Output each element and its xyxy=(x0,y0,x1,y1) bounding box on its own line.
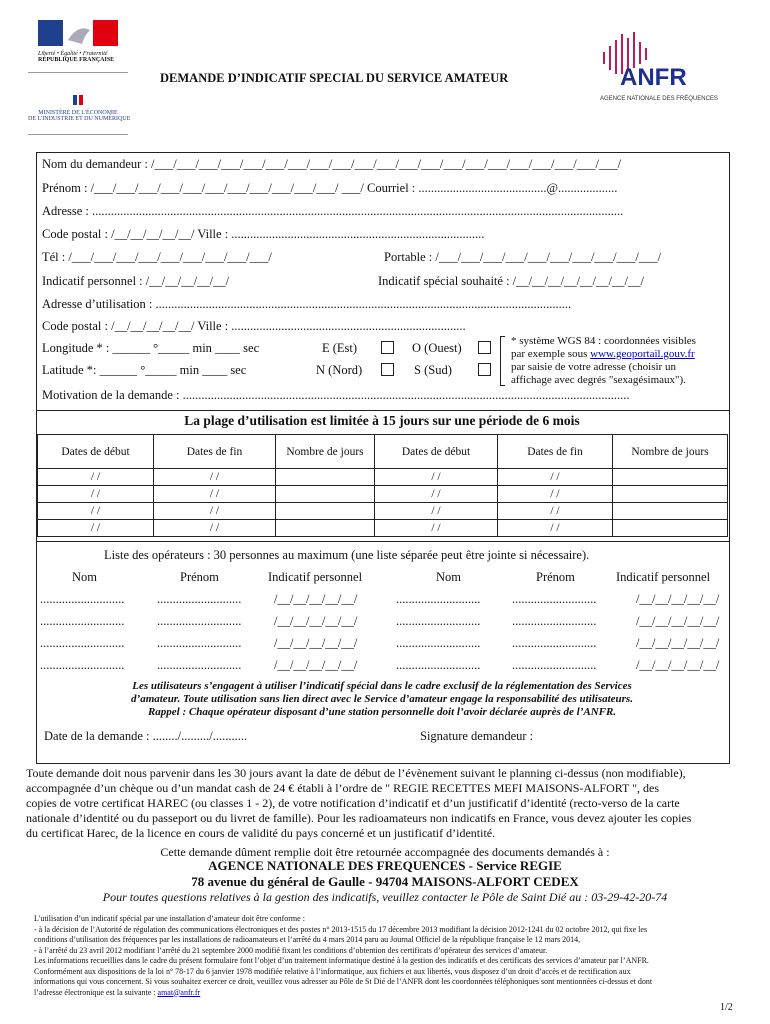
op-prenom[interactable]: ........................... xyxy=(157,614,242,628)
op-nom[interactable]: ........................... xyxy=(40,614,125,628)
op-nom[interactable]: ........................... xyxy=(396,658,481,672)
days-cell[interactable] xyxy=(276,520,375,537)
date-cell[interactable]: / / xyxy=(38,503,154,520)
col-nom-1: Nom xyxy=(72,570,97,584)
portable-field[interactable]: Portable : /___/___/___/___/___/___/___/___/___/___/ xyxy=(384,250,662,264)
op-prenom[interactable]: ........................... xyxy=(512,592,597,606)
nom-demandeur-field[interactable]: Nom du demandeur : /___/___/___/___/___/___/___/___/___/___/___/___/___/___/___/___/___/___/___/___/___/ xyxy=(42,157,622,171)
date-cell[interactable]: / / xyxy=(498,469,613,486)
op-nom[interactable]: ........................... xyxy=(396,636,481,650)
op-indicatif[interactable]: /__/__/__/__/__/ xyxy=(636,614,720,628)
op-nom[interactable]: ........................... xyxy=(40,658,125,672)
marianne-logo xyxy=(38,20,118,66)
anfr-logo xyxy=(598,30,728,106)
col-header: Nombre de jours xyxy=(613,435,728,469)
legal-line5: Les informations recueillies dans le cadre du présent formulaire font l’objet d’un traitement informatique destiné à la gestion des indicatifs et des certificats des services d’amateur par l’ANFR. xyxy=(34,956,649,965)
header-divider xyxy=(28,72,128,73)
email-link[interactable]: amat@anfr.fr xyxy=(157,987,201,997)
agency-name: AGENCE NATIONALE DES FREQUENCES - Service REGIE xyxy=(208,858,562,873)
operator-row xyxy=(40,592,730,614)
wgs-note-line4: affichage avec degrés "sexagésimaux"). xyxy=(511,374,686,386)
date-cell[interactable]: / / xyxy=(498,486,613,503)
operator-row xyxy=(40,614,730,636)
col-header: Nombre de jours xyxy=(276,435,375,469)
anfr-subtitle: AGENCE NATIONALE DES FRÉQUENCES xyxy=(600,96,718,102)
operator-row xyxy=(40,658,730,680)
instructions-line1: Toute demande doit nous parvenir dans les 30 jours avant la date de début de l’évènement suivant le planning ci-dessus (non modifiable), xyxy=(26,766,686,780)
ministere-line1: MINISTÈRE DE L'ÉCONOMIE xyxy=(38,110,118,116)
op-prenom[interactable]: ........................... xyxy=(512,614,597,628)
instructions-line2: accompagnée d’un chèque ou d’un mandat cash de 24 € établi à l’ordre de " REGIE RECETTES MEFI MAISONS-ALFORT ", des xyxy=(26,781,660,795)
header-divider-2 xyxy=(28,134,128,135)
date-cell[interactable]: / / xyxy=(154,520,276,537)
days-cell[interactable] xyxy=(276,503,375,520)
wgs-note-line1: * système WGS 84 : coordonnées visibles xyxy=(511,335,696,347)
legal-notes xyxy=(34,914,744,998)
date-cell[interactable]: / / xyxy=(154,486,276,503)
anfr-wordmark: ANFR xyxy=(620,64,687,91)
op-indicatif[interactable]: /__/__/__/__/__/ xyxy=(274,636,358,650)
commitment-line2: d’amateur. Toute utilisation sans lien direct avec le Service d’amateur engage la responsabilité des utilisateurs. xyxy=(131,693,633,705)
operators-list xyxy=(40,592,730,680)
op-prenom[interactable]: ........................... xyxy=(157,636,242,650)
wgs-note-line2 xyxy=(511,348,695,360)
legal-line8-text: l’adresse électronique est la suivante : xyxy=(34,987,158,997)
adresse-utilisation-field[interactable]: Adresse d’utilisation : ..................................................................................................................................... xyxy=(42,297,572,311)
operators-title: Liste des opérateurs : 30 personnes au maximum (une liste séparée peut être jointe si nécessaire). xyxy=(104,548,590,562)
days-cell[interactable] xyxy=(613,503,728,520)
col-prenom-2: Prénom xyxy=(536,570,575,584)
ministere-logo xyxy=(28,92,131,122)
date-cell[interactable]: / / xyxy=(375,469,498,486)
wgs-note-bracket xyxy=(500,336,505,386)
op-nom[interactable]: ........................... xyxy=(396,614,481,628)
motivation-field[interactable]: Motivation de la demande : ............................................................................................................................................... xyxy=(42,388,630,402)
col-prenom-1: Prénom xyxy=(180,570,219,584)
geoportail-link[interactable]: www.geoportail.gouv.fr xyxy=(590,348,695,360)
col-header: Dates de début xyxy=(38,435,154,469)
ouest-label: O (Ouest) xyxy=(412,341,462,355)
op-nom[interactable]: ........................... xyxy=(40,592,125,606)
legal-line8 xyxy=(34,988,744,999)
commitment-line1: Les utilisateurs s’engagent à utiliser l’indicatif spécial dans le cadre exclusif de la réglementation des Services xyxy=(132,680,632,692)
adresse-field[interactable]: Adresse : .......................................................................................................................................................................... xyxy=(42,204,624,218)
page-title: DEMANDE D’INDICATIF SPECIAL DU SERVICE AMATEUR xyxy=(160,71,509,85)
instructions-line5: du certificat Harec, de la licence en cours de validité du pays concerné et un justificatif d’identité. xyxy=(26,826,496,840)
commitment-line3: Rappel : Chaque opérateur disposant d’une station personnelle doit l’avoir déclarée auprès de l’ANFR. xyxy=(147,706,617,718)
operator-row xyxy=(40,636,730,658)
op-nom[interactable]: ........................... xyxy=(40,636,125,650)
op-indicatif[interactable]: /__/__/__/__/__/ xyxy=(274,614,358,628)
ouest-checkbox[interactable] xyxy=(478,341,491,354)
indicatif-personnel-field[interactable]: Indicatif personnel : /__/__/__/__/__/ xyxy=(42,274,230,288)
code-postal-ville-field[interactable]: Code postal : /__/__/__/__/__/ Ville : ................................................................................. xyxy=(42,227,485,241)
col-header: Dates de fin xyxy=(498,435,613,469)
date-row xyxy=(38,469,728,486)
legal-line1: L'utilisation d’un indicatif spécial par une installation d’amateur doit être conforme : xyxy=(34,914,305,923)
wgs-note-line3: par saisie de votre adresse (choisir un xyxy=(511,361,676,373)
op-indicatif[interactable]: /__/__/__/__/__/ xyxy=(274,592,358,606)
nord-label: N (Nord) xyxy=(316,363,363,377)
op-indicatif[interactable]: /__/__/__/__/__/ xyxy=(636,658,720,672)
date-cell[interactable]: / / xyxy=(498,520,613,537)
date-row xyxy=(38,486,728,503)
col-header: Dates de fin xyxy=(154,435,276,469)
date-cell[interactable]: / / xyxy=(154,503,276,520)
signature-label: Signature demandeur : xyxy=(420,729,534,743)
legal-line2: - à la décision de l’Autorité de régulation des communications électroniques et des postes n° 2013-1515 du 17 décembre 2013 modifiant la décision 2012-1241 du 02 octobre 2012, qui fixe les xyxy=(34,924,648,934)
longitude-field[interactable]: Longitude * : ______ °_____ min ____ sec xyxy=(42,341,260,355)
instructions-line3: copies de votre certificat HAREC (ou classes 1 - 2), de votre notification d’indicatif et d’un justificatif d’identité (recto-verso de la carte xyxy=(26,796,680,810)
prenom-courriel-field[interactable]: Prénom : /___/___/___/___/___/___/___/___/___/___/___/ ___/ Courriel : .........................................@................... xyxy=(42,181,618,195)
indicatif-special-field[interactable]: Indicatif spécial souhaité : /__/__/__/__/__/__/__/__/ xyxy=(378,274,644,288)
days-cell[interactable] xyxy=(613,469,728,486)
ministere-emblem-icon xyxy=(71,95,85,105)
op-prenom[interactable]: ........................... xyxy=(157,592,242,606)
date-row xyxy=(38,503,728,520)
nord-checkbox[interactable] xyxy=(381,363,394,376)
date-cell[interactable]: / / xyxy=(375,520,498,537)
date-cell[interactable]: / / xyxy=(375,503,498,520)
latitude-field[interactable]: Latitude *: ______ °_____ min ____ sec xyxy=(42,363,247,377)
op-prenom[interactable]: ........................... xyxy=(512,658,597,672)
op-indicatif[interactable]: /__/__/__/__/__/ xyxy=(636,592,720,606)
date-cell[interactable]: / / xyxy=(38,520,154,537)
op-prenom[interactable]: ........................... xyxy=(512,636,597,650)
op-indicatif[interactable]: /__/__/__/__/__/ xyxy=(636,636,720,650)
dates-table xyxy=(37,434,728,537)
date-demande-field[interactable]: Date de la demande : ......../........./........... xyxy=(44,729,248,743)
op-indicatif[interactable]: /__/__/__/__/__/ xyxy=(274,658,358,672)
days-cell[interactable] xyxy=(613,520,728,537)
page-number: 1/2 xyxy=(720,1002,733,1013)
date-row xyxy=(38,520,728,537)
legal-line3: conditions d’utilisation des fréquences par les installations de radioamateurs et l’arrêté du 4 mars 2014 paru au Journal Officiel de la république française le 12 mars 2014, xyxy=(34,935,581,944)
date-cell[interactable]: / / xyxy=(498,503,613,520)
legal-line6: Conformément aux dispositions de la loi n° 78-17 du 6 janvier 1978 modifiée relative à l’informatique, aux fichiers et aux libertés, vous disposez d’un droit d’accès et de rectification aux xyxy=(34,966,631,976)
date-cell[interactable]: / / xyxy=(375,486,498,503)
days-cell[interactable] xyxy=(276,486,375,503)
date-cell[interactable]: / / xyxy=(38,486,154,503)
est-checkbox[interactable] xyxy=(381,341,394,354)
wgs-note-prefix: par exemple sous xyxy=(511,348,588,360)
date-cell[interactable]: / / xyxy=(38,469,154,486)
republique-motto: Liberté • Égalité • Fraternité xyxy=(38,51,108,57)
sud-checkbox[interactable] xyxy=(478,363,491,376)
tel-field[interactable]: Tél : /___/___/___/___/___/___/___/___/___/ xyxy=(42,250,272,264)
sud-label: S (Sud) xyxy=(414,363,452,377)
col-nom-2: Nom xyxy=(436,570,461,584)
instructions-line4: nationale d’identité ou du passeport ou du livret de famille). Pour les radioamateurs non indicatifs en France, vous devez ajouter les copies xyxy=(26,811,692,825)
col-header: Dates de début xyxy=(375,435,498,469)
code-postal-ville-utilisation-field[interactable]: Code postal : /__/__/__/__/__/ Ville : ........................................................................... xyxy=(42,319,466,333)
legal-line4: - à l’arrêté du 23 avril 2012 modifiant l’arrêté du 21 septembre 2000 modifié fixant les conditions d’obtention des certificats d’opérateur des services d’amateur. xyxy=(34,945,548,955)
date-cell[interactable]: / / xyxy=(154,469,276,486)
ministere-line2: DE L'INDUSTRIE ET DU NUMÉRIQUE xyxy=(28,116,131,122)
col-indicatif-1: Indicatif personnel xyxy=(268,570,363,584)
republique-label: RÉPUBLIQUE FRANÇAISE xyxy=(38,57,115,63)
col-indicatif-2: Indicatif personnel xyxy=(616,570,711,584)
agency-address: 78 avenue du général de Gaulle - 94704 MAISONS-ALFORT CEDEX xyxy=(191,874,579,889)
flag-icon xyxy=(38,20,118,46)
days-cell[interactable] xyxy=(276,469,375,486)
est-label: E (Est) xyxy=(322,341,358,355)
op-prenom[interactable]: ........................... xyxy=(157,658,242,672)
legal-line7: informations qui vous concernent. Si vous souhaitez exercer ce droit, veuillez vous adresser au Pôle de St Dié de l’ANFR dont les coordonnées téléphoniques sont mentionnées ci-dessus et dont xyxy=(34,977,653,986)
send-to-line: Cette demande dûment remplie doit être retournée accompagnée des documents demandés à : xyxy=(160,845,610,859)
op-nom[interactable]: ........................... xyxy=(396,592,481,606)
contact-line: Pour toutes questions relatives à la gestion des indicatifs, veuillez contacter le Pôle de Saint Dié au : 03-29-42-20-74 xyxy=(102,890,668,904)
days-cell[interactable] xyxy=(613,486,728,503)
dates-table-title: La plage d’utilisation est limitée à 15 jours sur une période de 6 mois xyxy=(184,413,580,428)
